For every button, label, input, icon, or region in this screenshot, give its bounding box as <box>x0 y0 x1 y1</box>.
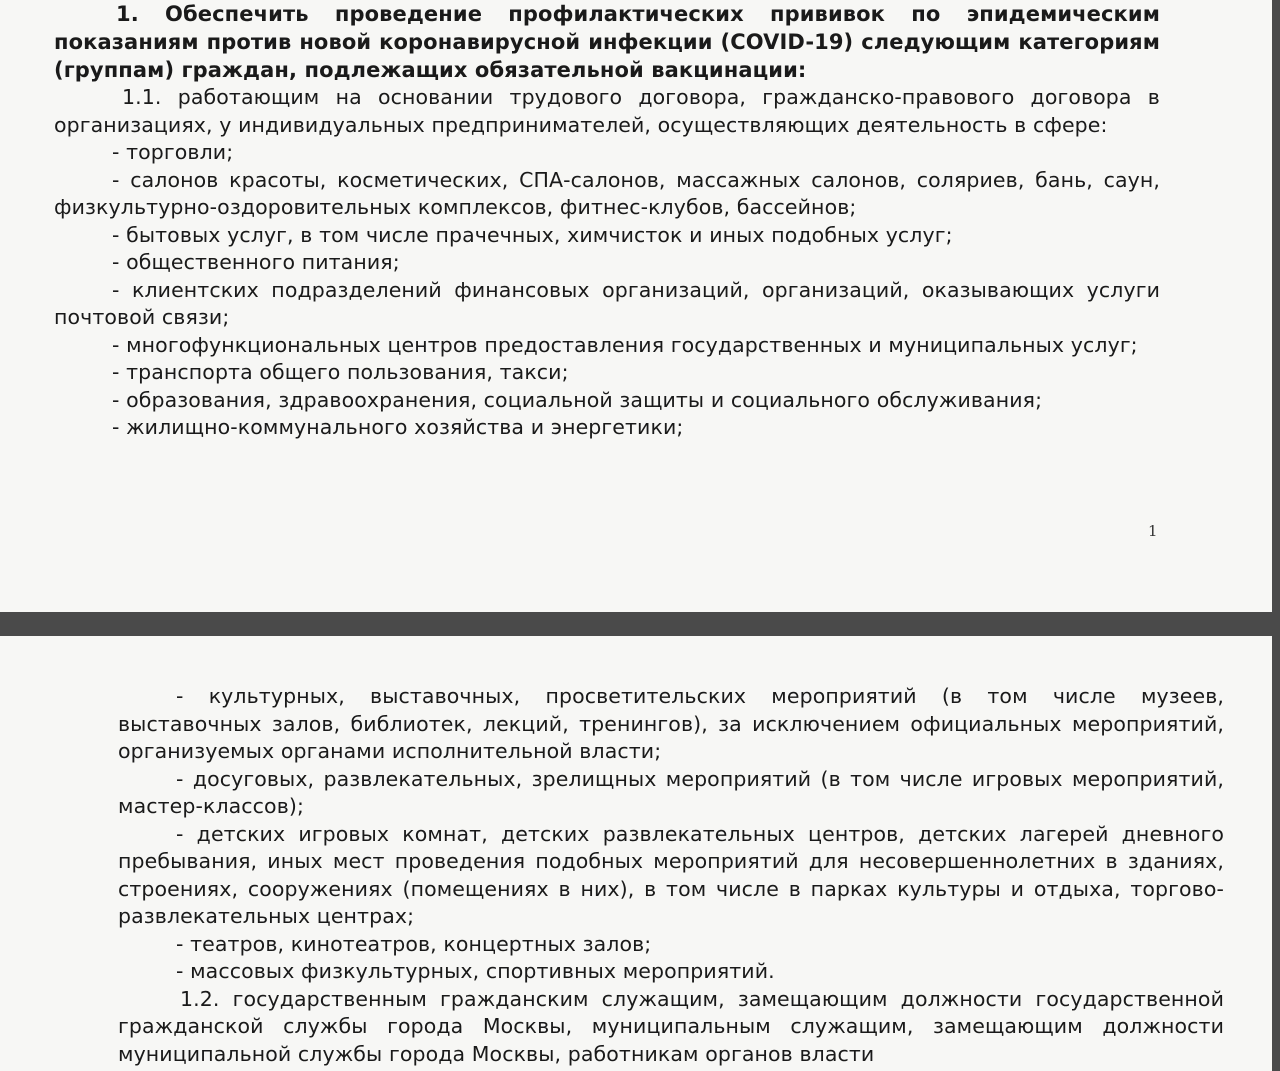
document-page-2 <box>0 636 1272 1071</box>
list-item: - салонов красоты, косметических, СПА-салонов, массажных салонов, соляриев, бань, саун, физкультурно-оздоровительных комплексов, фитнес-клубов, бассейнов; <box>54 167 1160 219</box>
list-item: - жилищно-коммунального хозяйства и энергетики; <box>112 415 684 439</box>
page-2-content <box>118 683 1224 1068</box>
page-1-content <box>54 0 1160 442</box>
list-item: - общественного питания; <box>112 250 400 274</box>
list-item: - массовых физкультурных, спортивных мероприятий. <box>176 959 775 983</box>
page-number: 1 <box>1148 522 1158 540</box>
paragraph-1-1: 1.1. работающим на основании трудового договора, гражданско-правового договора в организациях, у индивидуальных предпринимателей, осуществляющих деятельность в сфере: <box>54 85 1160 137</box>
list-item: - торговли; <box>112 140 234 164</box>
section-heading: 1. Обеспечить проведение профилактических прививок по эпидемическим показаниям против новой коронавирусной инфекции (COVID-19) следующим категориям (группам) граждан, подлежащих обязательной вакцинации: <box>54 2 1160 82</box>
list-item: - досуговых, развлекательных, зрелищных мероприятий (в том числе игровых мероприятий, мастер-классов); <box>118 766 1224 818</box>
list-item: - многофункциональных центров предоставления государственных и муниципальных услуг; <box>112 332 1138 357</box>
list-item: - культурных, выставочных, просветительских мероприятий (в том числе музеев, выставочных залов, библиотек, лекций, тренингов), за исключением официальных мероприятий, организуемых органами исполнительной власти; <box>118 684 1224 763</box>
list-item: - транспорта общего пользования, такси; <box>112 360 569 384</box>
list-item: - театров, кинотеатров, концертных залов; <box>176 931 652 956</box>
list-item: - образования, здравоохранения, социальной защиты и социального обслуживания; <box>112 387 1043 412</box>
paragraph-1-2: 1.2. государственным гражданским служащим, замещающим должности государственной гражданской службы города Москвы, муниципальным служащим, замещающим должности муниципальной службы города Москвы, работникам органов власти <box>118 986 1224 1066</box>
list-item: - бытовых услуг, в том числе прачечных, химчисток и иных подобных услуг; <box>112 222 953 247</box>
list-item: - детских игровых комнат, детских развлекательных центров, детских лагерей дневного пребывания, иных мест проведения подобных мероприятий для несовершеннолетних в зданиях, строениях, сооружениях (помещениях в них), в том числе в парках культуры и отдыха, торгово-развлекательных центрах; <box>118 821 1224 928</box>
list-item: - клиентских подразделений финансовых организаций, организаций, оказывающих услуги почтовой связи; <box>54 277 1160 329</box>
